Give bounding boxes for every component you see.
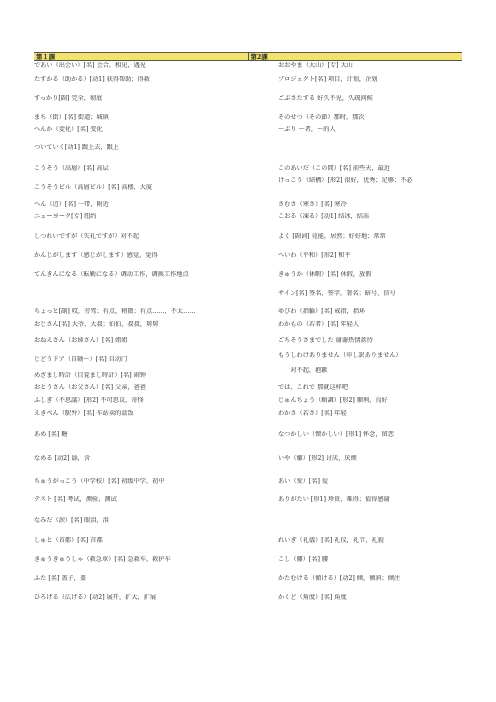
lesson-2-entry: さむさ（寒さ）[名] 寒冷 — [278, 201, 347, 208]
lesson-1-entry: なみだ（涙）[名] 眼泪，泪 — [34, 517, 109, 524]
lesson-2-entry: ～ぶり ～者，～的人 — [278, 126, 336, 133]
lesson-2-entry: けっこう（結構）[形2] 很好，优秀；足够；不必 — [278, 177, 413, 184]
lesson-2-entry: なつかしい（懐かしい）[形1] 怀念，留恋 — [278, 431, 394, 438]
lesson-1-entry: ふしぎ（不思議）[形2] 不可思议，奇怪 — [34, 397, 144, 404]
lesson-2-entry: じゅんちょう（順調）[形2] 顺利，良好 — [278, 397, 388, 404]
lesson-2-header: 第2課 — [248, 52, 463, 61]
lesson-2-entry: かたむける（傾ける）[动2] 倾，倾斜；倾注 — [278, 575, 401, 582]
lesson-1-entry: ふた [名] 盖子，盖 — [34, 575, 87, 582]
lesson-2-entry: れいぎ（礼儀）[名] 礼仪，礼节，礼貌 — [278, 537, 384, 544]
vocabulary-sheet — [34, 52, 462, 601]
lesson-2-entry: そのせつ（その節）那时，那次 — [278, 114, 365, 121]
lesson-1-entry: へん（辺）[名] 一带，附近 — [34, 201, 109, 208]
lesson-2-entry: ごぶさたする 好久不见，久疏问候 — [278, 95, 373, 102]
lesson-1-entry: えきべん（駅弁）[名] 车站卖的盒饭 — [34, 410, 134, 417]
lesson-1-entry: であい（出会い）[名] 会合，相见，遇见 — [34, 62, 146, 69]
lesson-1-entry: こうそう（高層）[名] 高层 — [34, 165, 109, 172]
lesson-2-entry: ゆびわ（指輪）[名] 戒指，指环 — [278, 308, 366, 315]
lesson-1-entry: しゅと（首都）[名] 首都 — [34, 537, 103, 544]
lesson-2-entry: では、これで 那就这样吧 — [278, 384, 349, 391]
lesson-2-entry: かくど（角度）[名] 角度 — [278, 594, 347, 601]
lesson-2-entry: へいわ（平和）[形2] 和平 — [278, 252, 351, 259]
lesson-1-entry: じどうドア（自動～）[名] 自动门 — [34, 356, 128, 363]
lesson-1-entry: すっかり[副] 完全，彻底 — [34, 95, 103, 102]
lesson-1-entry: たすかる（助かる）[动1] 获得帮助；得救 — [34, 76, 150, 83]
lesson-1-entry: こうそうビル（高層ビル）[名] 高楼，大厦 — [34, 184, 153, 191]
lesson-1-entry: おとうさん（お父さん）[名] 父亲，爸爸 — [34, 384, 146, 391]
lesson-2-entry: 对不起，抱歉 — [278, 367, 328, 374]
lesson-2-entry: このあいだ（この間）[名] 前些天，最近 — [278, 165, 390, 172]
lesson-1-entry: おねえさん（お姉さん）[名] 姐姐 — [34, 337, 128, 344]
lesson-1-entry: ちょっと[副] 哎，劳驾；有点，稍微；有点……，不太…… — [34, 308, 196, 315]
lesson-2-entry: こし（腰）[名] 腰 — [278, 556, 329, 563]
lesson-2-entry: あい（愛）[名] 爱 — [278, 478, 329, 485]
lesson-header-row — [34, 52, 462, 61]
lesson-1-entry: へんか（変化）[名] 变化 — [34, 126, 103, 133]
lesson-2-entry: おおやま（大山）[专] 大山 — [278, 62, 353, 69]
lesson-1-entry: ニューヨーク[专] 纽约 — [34, 213, 97, 220]
lesson-2-entry: わかさ（若さ）[名] 年轻 — [278, 410, 347, 417]
lesson-1-entry: ひろげる（広げる）[动2] 展开，扩大，扩展 — [34, 594, 157, 601]
lesson-1-entry: ちゅうがっこう（中学校）[名] 初级中学，初中 — [34, 478, 165, 485]
lesson-2-entry: もうしわけありません（申し訳ありません） — [278, 352, 402, 359]
lesson-2-entry: サイン[名] 签名，签字，署名；暗号，信号 — [278, 290, 396, 297]
lesson-1-header: 第１課 — [34, 52, 248, 61]
lesson-2-entry: わかもの（若者）[名] 年轻人 — [278, 321, 360, 328]
lesson-1-entry: テスト [名] 考试，测验，测试 — [34, 496, 117, 503]
lesson-1-entry: まち（街）[名] 街道；城镇 — [34, 114, 109, 121]
lesson-2-entry: こおる（凍る）[动1] 结冰，结冻 — [278, 213, 370, 220]
lesson-1-entry: しつれいですが（失礼ですが）对不起 — [34, 233, 140, 240]
lesson-1-entry: きゅうきゅうしゃ（救急車）[名] 急救车，救护车 — [34, 556, 171, 563]
lesson-2-entry: きゅうか（休暇）[名] 休假，放假 — [278, 271, 372, 278]
lesson-1-entry: あめ [名] 糖 — [34, 431, 68, 438]
lesson-1-entry: めざまし時計（目覚まし時計）[名] 闹钟 — [34, 372, 146, 379]
lesson-1-entry: なめる [动2] 舔，含 — [34, 455, 91, 462]
lesson-1-entry: おじさん[名] 大爷，大叔；伯伯，叔叔，舅舅 — [34, 321, 159, 328]
lesson-2-entry: プロジェクト[名] 项目，计划，企划 — [278, 76, 378, 83]
lesson-1-entry: かんじがします（感じがします）感觉，觉得 — [34, 252, 158, 259]
lesson-1-entry: てんきんになる（転勤になる）调动工作，调换工作地点 — [34, 271, 189, 278]
lesson-1-entry: ついていく[动1] 跟上去，跟上 — [34, 144, 119, 151]
lesson-2-entry: いや（嫌）[形2] 讨厌，厌烦 — [278, 455, 357, 462]
lesson-2-entry: ありがたい [形1] 珍贵，难得；值得感谢 — [278, 496, 390, 503]
lesson-2-entry: ごちそうさまでした 谢谢热情款待 — [278, 337, 373, 344]
lesson-2-entry: よく [副词] 竟能，居然；好好地；常常 — [278, 233, 386, 240]
